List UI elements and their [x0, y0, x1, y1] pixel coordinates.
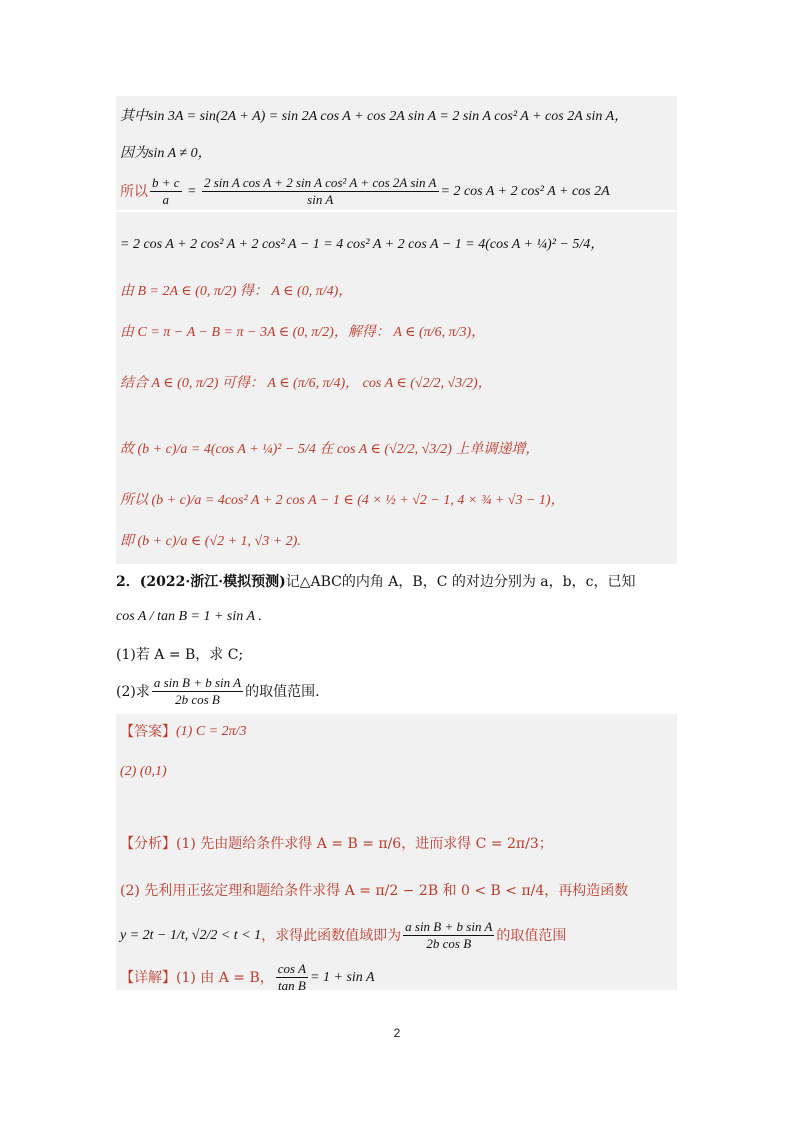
solution-line-4: = 2 cos A + 2 cos² A + 2 cos² A − 1 = 4 cos² A + 2 cos A − 1 = 4(cos A + ¼)² − 5/4，	[120, 237, 605, 252]
page-number: 2	[393, 1026, 401, 1040]
solution-line-1: 其中sin 3A = sin(2A + A) = sin 2A cos A + cos 2A sin A = 2 sin A cos² A + cos 2A sin A，	[120, 109, 629, 124]
fraction-bc-a: $\frac{b + c}{a}$	[152, 175, 180, 208]
answer-line-1	[120, 725, 247, 739]
q2-prefix: (2)求	[116, 683, 150, 700]
analysis-line-1	[120, 837, 553, 851]
analysis-line-2: (2) 先利用正弦定理和题给条件求得 A = π/2 − 2B 和 0 < B < π/4，再构造函数	[120, 883, 629, 899]
analysis-fraction: $\frac{\text{a sin B + b sin A}}{\text{2b cos B}}$	[405, 919, 493, 952]
q2-fraction: $\frac{\text{a sin B + b sin A}}{\text{2b cos B}}$	[153, 675, 242, 708]
solution-line-9: 所以 (b + c)/a = 4cos² A + 2 cos A − 1 ∈ (4 × ½ + √2 − 1, 4 × ¾ + √3 − 1)，	[120, 493, 565, 508]
problem-2-stem: 记△ABC的内角 A，B，C 的对边分别为 a，b，c，已知	[285, 574, 636, 590]
problem-2-source: 2．(2022·浙江·模拟预测)	[116, 574, 286, 590]
answer-2: (2) (0,1)	[120, 764, 167, 779]
analysis-p3-end: 的取值范围	[496, 927, 567, 944]
analysis-p1: (1) 先由题给条件求得 A = B = π/6，进而求得 C = 2π/3；	[176, 836, 553, 852]
detail-text: (1) 由 A = B，	[176, 969, 274, 986]
problem-2-q1: (1)若 A = B，求 C;	[116, 647, 244, 663]
label-suoyi: 所以	[120, 183, 148, 200]
analysis-p3-text: ，求得此函数值域即为	[261, 927, 402, 944]
analysis-tag: 【分析】	[120, 836, 176, 852]
problem-2-q2	[116, 676, 320, 708]
solution-line-5: 由 B = 2A ∈ (0, π/2) 得： A ∈ (0, π/4)，	[120, 284, 353, 299]
solution-line-3: 所以 $\frac{b + c}{a}$ = $\frac{\text{2 sin A cos A + 2 sin A cos² A + cos 2A sin A}}{\text{sin A}}$ = 2 cos A + 2 cos² A + cos 2A	[120, 175, 610, 208]
detail-rest: = 1 + sin A	[310, 969, 375, 985]
q2-suffix: 的取值范围.	[245, 683, 320, 700]
solution-line-8: 故 (b + c)/a = 4(cos A + ¼)² − 5/4 在 cos A ∈ (√2/2, √3/2) 上单调递增，	[120, 442, 540, 457]
detail-line	[120, 962, 375, 994]
analysis-line-3	[120, 920, 566, 952]
solution-line-10: 即 (b + c)/a ∈ (√2 + 1, √3 + 2).	[120, 534, 301, 549]
answer-tag: 【答案】	[120, 724, 176, 740]
analysis-function: y = 2t − 1/t, √2/2 < t < 1	[120, 927, 262, 943]
answer-1: (1) C = 2π/3	[176, 724, 247, 739]
problem-2-header	[116, 575, 635, 589]
problem-2-condition: cos A / tan B = 1 + sin A .	[116, 609, 262, 624]
detail-fraction: $\frac{\text{cos A}}{\text{tan B}}$	[277, 961, 307, 994]
solution-line-2: 因为sin A ≠ 0，	[120, 146, 212, 161]
detail-tag: 【详解】	[120, 969, 176, 986]
solution-line-7: 结合 A ∈ (0, π/2) 可得： A ∈ (π/6, π/4)， cos A ∈ (√2/2, √3/2)，	[120, 376, 492, 391]
solution-line-3-rhs: = 2 cos A + 2 cos² A + cos 2A	[440, 183, 610, 199]
fraction-long: $\frac{\text{2 sin A cos A + 2 sin A cos² A + cos 2A sin A}}{\text{sin A}}$	[204, 175, 437, 208]
solution-line-6: 由 C = π − A − B = π − 3A ∈ (0, π/2)，解得： A ∈ (π/6, π/3)，	[120, 325, 486, 340]
